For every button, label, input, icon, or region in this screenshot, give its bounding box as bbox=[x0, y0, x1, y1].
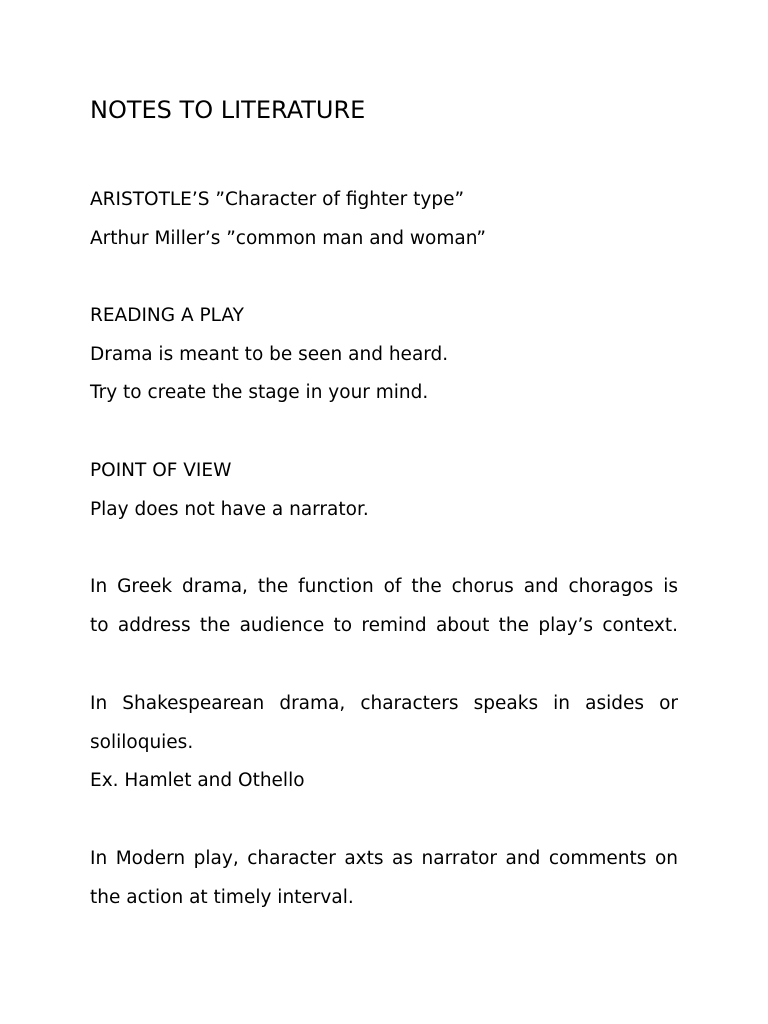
page-title: NOTES TO LITERATURE bbox=[90, 96, 366, 124]
example-line: Ex. Hamlet and Othello bbox=[90, 770, 305, 791]
reading-line-2: Try to create the stage in your mind. bbox=[90, 382, 429, 403]
greek-drama-line-1: In Greek drama, the function of the chorus and choragos is bbox=[90, 576, 678, 597]
modern-play-line-1: In Modern play, character axts as narrator and comments on bbox=[90, 848, 678, 869]
miller-line: Arthur Miller’s ”common man and woman” bbox=[90, 228, 487, 249]
shakespeare-line-1: In Shakespearean drama, characters speaks in asides or bbox=[90, 693, 678, 714]
greek-drama-line-2: to address the audience to remind about the play’s context. bbox=[90, 615, 678, 636]
shakespeare-line-2: soliloquies. bbox=[90, 732, 194, 753]
point-of-view-heading: POINT OF VIEW bbox=[90, 460, 232, 481]
reading-a-play-heading: READING A PLAY bbox=[90, 305, 244, 326]
modern-play-line-2: the action at timely interval. bbox=[90, 887, 354, 908]
reading-line-1: Drama is meant to be seen and heard. bbox=[90, 344, 449, 365]
pov-line-1: Play does not have a narrator. bbox=[90, 499, 369, 520]
aristotle-line: ARISTOTLE’S ”Character of fighter type” bbox=[90, 189, 465, 210]
